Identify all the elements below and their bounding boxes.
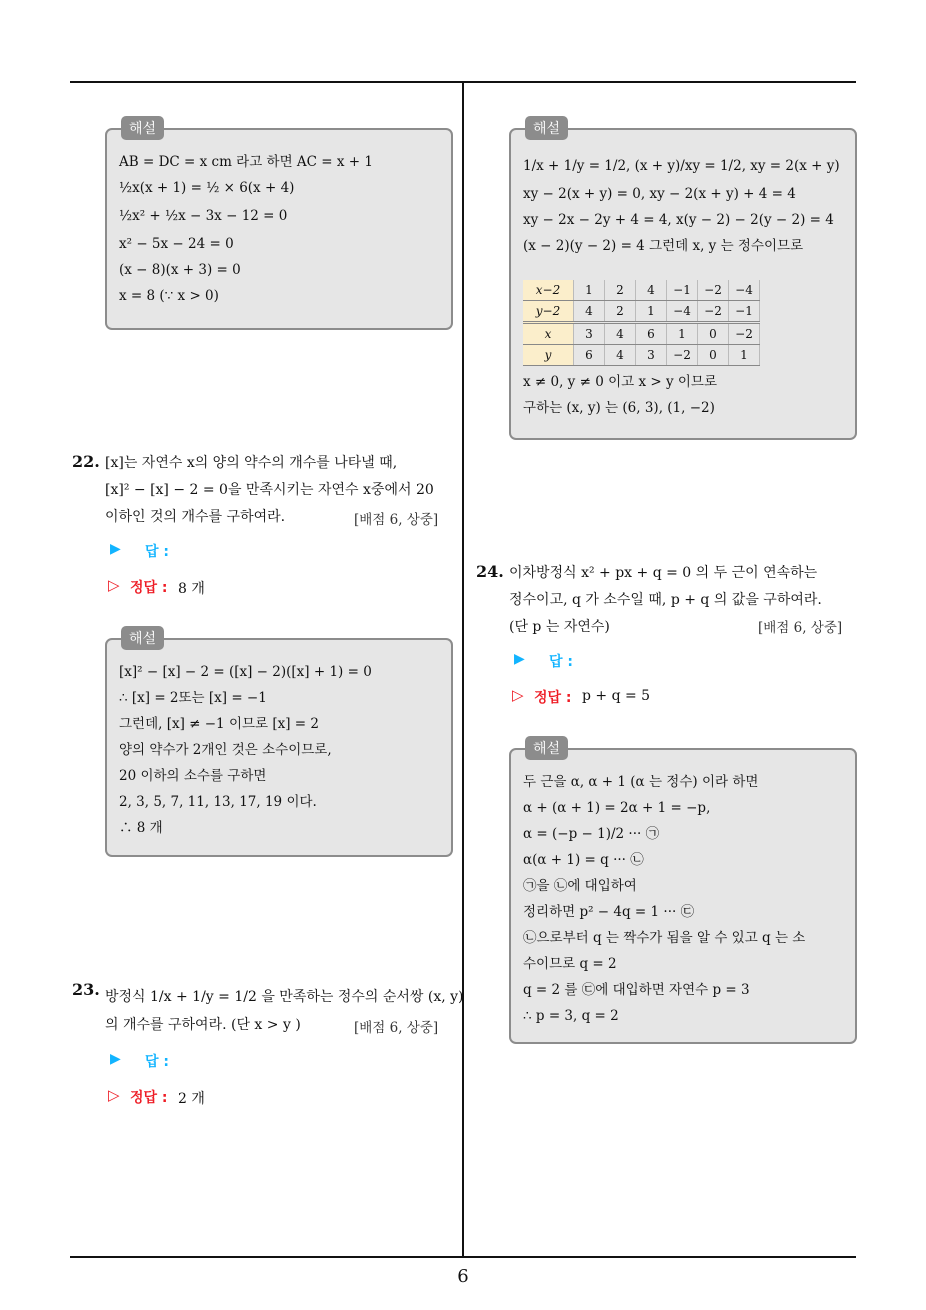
correct-arrow-icon: ▷: [108, 576, 120, 594]
explanation-line: α(α + 1) = q ··· ㉡: [523, 852, 644, 868]
explanation-line: ½x² + ½x − 3x − 12 = 0: [119, 208, 288, 224]
correct-label-23: 정답 :: [130, 1090, 168, 1106]
question-24-line: 이차방정식 x² + px + q = 0 의 두 근이 연속하는: [509, 565, 818, 581]
table-cell: 6: [636, 323, 667, 345]
explanation-line: 수이므로 q = 2: [523, 956, 617, 972]
table-cell: 1: [636, 301, 667, 323]
correct-arrow-icon: ▷: [108, 1086, 120, 1104]
explanation-box-24: [509, 741, 857, 1044]
question-23-line: 방정식 1/x + 1/y = 1/2 을 만족하는 정수의 순서쌍 (x, y): [105, 989, 464, 1005]
explanation-line: ∴ [x] = 2또는 [x] = −1: [119, 690, 267, 706]
question-22-line: 이하인 것의 개수를 구하여라.: [105, 509, 286, 525]
table-cell: 2: [605, 301, 636, 323]
question-24-score: [배점 6, 상중]: [758, 620, 843, 636]
table-cell: 0: [698, 345, 729, 366]
table-cell: 4: [574, 301, 605, 323]
explanation-line: ㉡으로부터 q 는 짝수가 됨을 알 수 있고 q 는 소: [523, 930, 806, 946]
explanation-line: ½x(x + 1) = ½ × 6(x + 4): [119, 180, 295, 196]
answer-label-23: 답 :: [145, 1054, 169, 1070]
table-cell: 1: [729, 345, 760, 366]
column-divider: [462, 82, 464, 1257]
explanation-line: 20 이하의 소수를 구하면: [119, 768, 267, 784]
table-cell: −1: [667, 280, 698, 301]
explanation-line: 그런데, [x] ≠ −1 이므로 [x] = 2: [119, 716, 319, 732]
explanation-line: 두 근을 α, α + 1 (α 는 정수) 이라 하면: [523, 774, 759, 790]
table-cell: 4: [605, 323, 636, 345]
table-row: [523, 323, 760, 345]
question-23-score: [배점 6, 상중]: [354, 1020, 439, 1036]
table-cell: 4: [636, 280, 667, 301]
explanation-line: [x]² − [x] − 2 = ([x] − 2)([x] + 1) = 0: [119, 664, 372, 680]
question-23-line: 의 개수를 구하여라. (단 x > y ): [105, 1017, 301, 1033]
table-cell: 3: [574, 323, 605, 345]
solution-table: [523, 280, 760, 366]
answer-arrow-icon: ▶: [110, 1051, 121, 1067]
table-cell: 1: [667, 323, 698, 345]
table-cell: −2: [698, 301, 729, 323]
table-row-head: x−2: [523, 280, 574, 301]
question-24-line: 정수이고, q 가 소수일 때, p + q 의 값을 구하여라.: [509, 592, 822, 608]
explanation-line: xy − 2(x + y) = 0, xy − 2(x + y) + 4 = 4: [523, 186, 796, 202]
table-cell: −4: [729, 280, 760, 301]
explanation-line: ㉠을 ㉡에 대입하여: [523, 878, 637, 894]
explanation-tag: 해설: [121, 116, 164, 140]
table-cell: −1: [729, 301, 760, 323]
explanation-line: 구하는 (x, y) 는 (6, 3), (1, −2): [523, 400, 715, 416]
correct-value-24: p + q = 5: [582, 688, 651, 704]
explanation-line: (x − 2)(y − 2) = 4 그런데 x, y 는 정수이므로: [523, 238, 804, 254]
explanation-line: q = 2 를 ㉢에 대입하면 자연수 p = 3: [523, 982, 750, 998]
table-cell: 3: [636, 345, 667, 366]
table-row: [523, 280, 760, 301]
table-row-head: x: [523, 323, 574, 345]
table-cell: −2: [698, 280, 729, 301]
explanation-line: 정리하면 p² − 4q = 1 ··· ㉢: [523, 904, 695, 920]
question-number-24: 24.: [476, 562, 504, 581]
explanation-line: x² − 5x − 24 = 0: [119, 236, 234, 252]
explanation-line: ∴ p = 3, q = 2: [523, 1008, 619, 1024]
correct-label-22: 정답 :: [130, 580, 168, 596]
explanation-tag: 해설: [121, 626, 164, 650]
explanation-line: 1/x + 1/y = 1/2, (x + y)/xy = 1/2, xy = 2(x + y): [523, 158, 840, 174]
explanation-box-21: [105, 121, 453, 330]
explanation-line: 2, 3, 5, 7, 11, 13, 17, 19 이다.: [119, 794, 317, 810]
question-22-line: [x]는 자연수 x의 양의 약수의 개수를 나타낼 때,: [105, 455, 398, 471]
correct-value-23: 2 개: [178, 1091, 205, 1107]
question-24-line: (단 p 는 자연수): [509, 619, 610, 635]
table-row-head: y−2: [523, 301, 574, 323]
table-cell: −2: [729, 323, 760, 345]
explanation-box-22: [105, 631, 453, 857]
answer-label-24: 답 :: [549, 654, 573, 670]
table-cell: 4: [605, 345, 636, 366]
question-number-23: 23.: [72, 980, 100, 999]
table-cell: −4: [667, 301, 698, 323]
explanation-line: ∴ 8 개: [119, 820, 163, 836]
explanation-box-23: [509, 121, 857, 440]
table-cell: −2: [667, 345, 698, 366]
question-22-score: [배점 6, 상중]: [354, 512, 439, 528]
table-cell: 2: [605, 280, 636, 301]
table-cell: 0: [698, 323, 729, 345]
correct-arrow-icon: ▷: [512, 686, 524, 704]
page-number: 6: [457, 1266, 469, 1287]
table-cell: 6: [574, 345, 605, 366]
table-row-head: y: [523, 345, 574, 366]
explanation-line: x ≠ 0, y ≠ 0 이고 x > y 이므로: [523, 374, 718, 390]
correct-label-24: 정답 :: [534, 690, 572, 706]
answer-label-22: 답 :: [145, 544, 169, 560]
explanation-line: 양의 약수가 2개인 것은 소수이므로,: [119, 742, 332, 758]
answer-arrow-icon: ▶: [514, 651, 525, 667]
explanation-line: (x − 8)(x + 3) = 0: [119, 262, 241, 278]
question-number-22: 22.: [72, 452, 100, 471]
table-row: [523, 301, 760, 323]
correct-value-22: 8 개: [178, 581, 205, 597]
table-cell: 1: [574, 280, 605, 301]
question-22-line: [x]² − [x] − 2 = 0을 만족시키는 자연수 x중에서 20: [105, 482, 434, 498]
explanation-line: α + (α + 1) = 2α + 1 = −p,: [523, 800, 711, 816]
table-row: [523, 345, 760, 366]
explanation-tag: 해설: [525, 736, 568, 760]
explanation-line: x = 8 (∵ x > 0): [119, 288, 219, 304]
explanation-line: α = (−p − 1)/2 ··· ㉠: [523, 826, 660, 842]
explanation-tag: 해설: [525, 116, 568, 140]
answer-arrow-icon: ▶: [110, 541, 121, 557]
explanation-line: AB = DC = x cm 라고 하면 AC = x + 1: [119, 154, 373, 170]
explanation-line: xy − 2x − 2y + 4 = 4, x(y − 2) − 2(y − 2) = 4: [523, 212, 834, 228]
